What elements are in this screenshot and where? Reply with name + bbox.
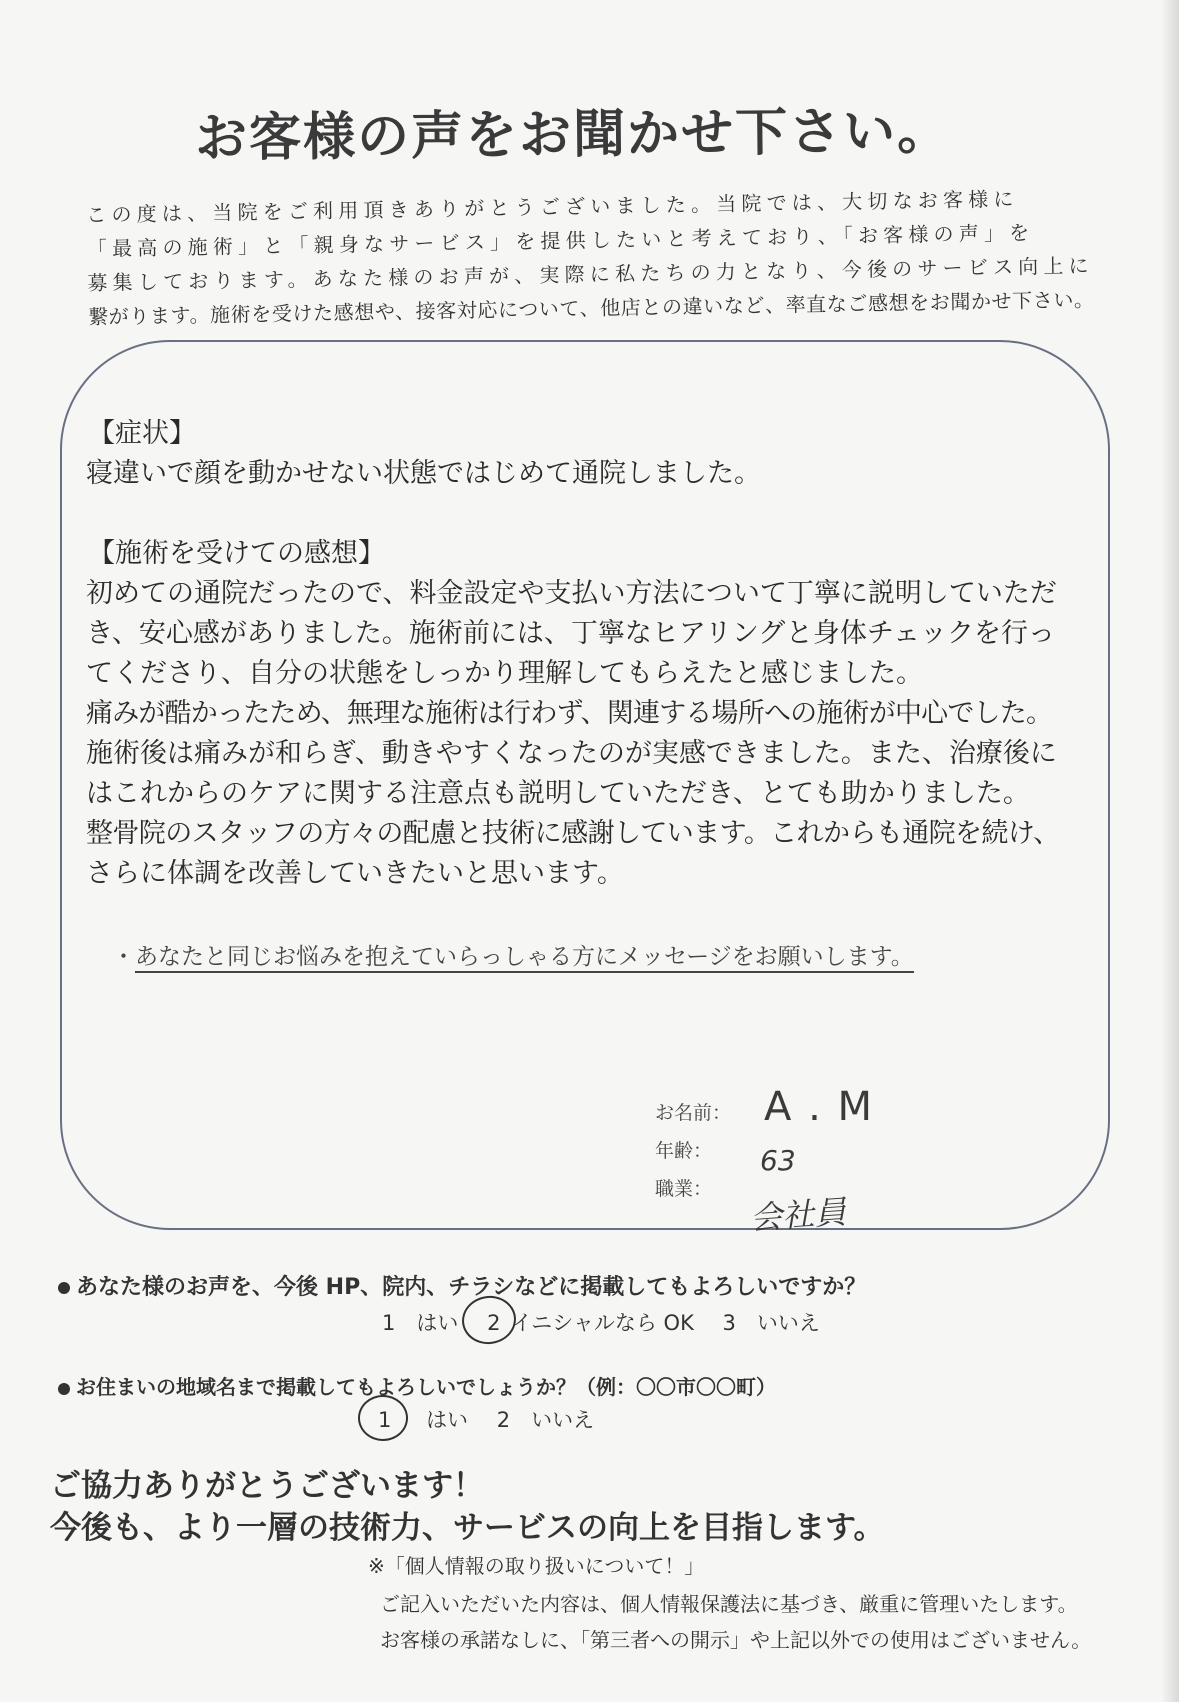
privacy-heading: ※「個人情報の取り扱いについて！」	[368, 1554, 705, 1578]
question-area	[58, 1371, 776, 1400]
impression-line: はこれからのケアに関する注意点も説明していただき、とても助かりました。	[86, 778, 1030, 809]
prompt-bullet: ・	[112, 944, 135, 970]
question-area-options	[378, 1404, 616, 1434]
thanks-line: ご協力ありがとうございます！	[50, 1468, 484, 1504]
option-initials[interactable]: イニシャルなら OK	[511, 1311, 694, 1335]
option-yes-number[interactable]: 1	[378, 1408, 392, 1432]
impression-line: 痛みが酷かったため、無理な施術は行わず、関連する場所への施術が中心でした。	[86, 698, 1053, 729]
impression-line: き、安心感がありました。施術前には、丁寧なヒアリングと身体チェックを行っ	[86, 618, 1056, 649]
symptom-heading: 【症状】	[88, 418, 196, 449]
intro-line: 繋がります。施術を受けた感想や、接客対応について、他店との違いなど、率直なご感想をお聞かせ下さい。	[87, 287, 1095, 329]
bullet-dot-icon	[58, 1383, 70, 1395]
option-yes[interactable]: 1 はい	[382, 1311, 459, 1335]
page-edge-shadow	[1161, 0, 1179, 1702]
symptom-text: 寝違いで顔を動かせない状態ではじめて通院しました。	[86, 458, 761, 489]
thanks-line: 今後も、より一層の技術力、サービスの向上を目指します。	[50, 1510, 885, 1546]
bullet-dot-icon	[58, 1282, 70, 1294]
message-prompt	[112, 938, 914, 971]
option-yes[interactable]: はい	[426, 1408, 469, 1432]
testimonial-content	[86, 414, 1096, 894]
impression-line: さらに体調を改善していきたいと思います。	[86, 858, 624, 889]
intro-line: 募集しております。あなた様のお声が、実際に私たちの力となり、今後のサービス向上に	[87, 253, 1094, 295]
impression-heading: 【施術を受けての感想】	[88, 538, 385, 569]
option-no[interactable]: 2 いいえ	[496, 1408, 595, 1432]
impression-line: 整骨院のスタッフの方々の配慮と技術に感謝しています。これからも通院を続け、	[86, 818, 1060, 849]
name-value: A . M	[764, 1084, 875, 1130]
job-value: 会社員	[748, 1192, 848, 1238]
impression-line: 初めての通院だったので、料金設定や支払い方法について丁寧に説明していただ	[86, 578, 1057, 609]
question-publish-text: あなた様のお声を、今後 HP、院内、チラシなどに掲載してもよろしいですか？	[76, 1275, 867, 1300]
age-label: 年齢：	[655, 1140, 713, 1162]
question-area-text: お住まいの地域名まで掲載してもよろしいでしょうか？（例：〇〇市〇〇町）	[76, 1375, 776, 1399]
option-initials-number[interactable]: 2	[487, 1311, 501, 1335]
selection-circle-icon	[358, 1395, 408, 1441]
prompt-text: あなたと同じお悩みを抱えていらっしゃる方にメッセージをお願いします。	[135, 944, 914, 973]
question-publish-options	[382, 1307, 842, 1337]
job-label: 職業：	[655, 1178, 713, 1200]
impression-line: てくださり、自分の状態をしっかり理解してもらえたと感じました。	[86, 658, 923, 689]
name-label: お名前：	[655, 1102, 732, 1124]
privacy-line: お客様の承諾なしに、「第三者への開示」や上記以外での使用はございません。	[380, 1628, 1092, 1652]
age-value: 63	[760, 1144, 796, 1177]
question-publish	[58, 1270, 866, 1301]
intro-line: 「最高の施術」と「親身なサービス」を提供したいと考えており、「お客様の声」を	[86, 220, 1035, 261]
privacy-line: ご記入いただいた内容は、個人情報保護法に基づき、厳重に管理いたします。	[380, 1592, 1078, 1616]
intro-text	[86, 180, 1118, 334]
page-title: お客様の声をお聞かせ下さい。	[194, 101, 952, 169]
impression-line: 施術後は痛みが和らぎ、動きやすくなったのが実感できました。また、治療後に	[86, 738, 1057, 769]
intro-line: この度は、当院をご利用頂きありがとうございました。当院では、大切なお客様に	[86, 186, 1019, 227]
option-no[interactable]: 3 いいえ	[722, 1311, 820, 1335]
